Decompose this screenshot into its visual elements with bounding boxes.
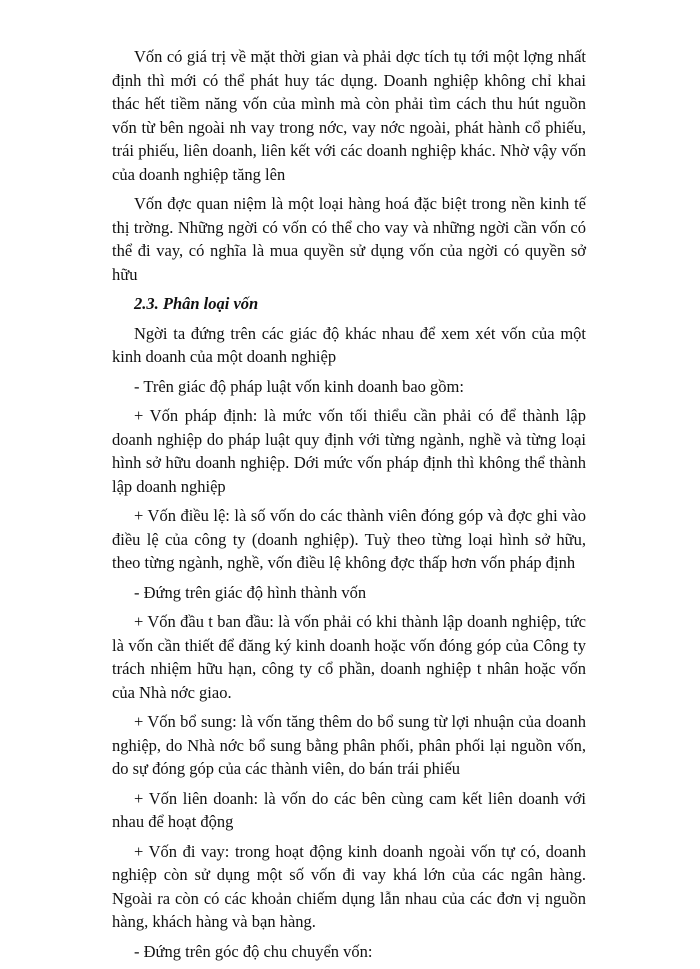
document-body	[112, 45, 586, 969]
paragraph-circulation-perspective: - Đứng trên góc độ chu chuyển vốn:	[134, 941, 373, 961]
section-heading-capital-classification: 2.3. Phân loại vốn	[134, 294, 259, 313]
paragraph-joint-venture-capital: + Vốn liên doanh: là vốn do các bên cùng cam kết liên doanh với nhau để hoạt động	[112, 788, 586, 831]
paragraph-supplementary-capital: + Vốn bổ sung: là vốn tăng thêm do bổ sung từ lợi nhuận của doanh nghiệp, do Nhà nớc bổ sung bằng phân phối, phân phối lại nguồn vốn, do sự đóng góp của các thành viên, do bán trái phiếu	[112, 712, 586, 778]
paragraph-charter-capital: + Vốn điều lệ: là số vốn do các thành viên đóng góp và đợc ghi vào điều lệ của công ty (doanh nghiệp). Tuỳ theo từng loại hình sở hữu, theo từng ngành, nghề, vốn điều lệ không đợc thấp hơn vốn pháp định	[112, 506, 586, 572]
paragraph-initial-investment-capital: + Vốn đầu t ban đầu: là vốn phải có khi thành lập doanh nghiệp, tức là vốn cần thiết để đăng ký kinh doanh hoặc vốn đóng góp của Công ty trách nhiệm hữu hạn, công ty cổ phần, doanh nghiệp t nhân hoặc vốn của Nhà nớc giao.	[112, 612, 586, 702]
paragraph-legal-capital: + Vốn pháp định: là mức vốn tối thiểu cần phải có để thành lập doanh nghiệp do pháp luật quy định với từng ngành, nghề và từng loại hình sở hữu doanh nghiệp. Dới mức vốn pháp định thì không thể thành lập doanh nghiệp	[112, 406, 586, 496]
paragraph-borrowed-capital: + Vốn đi vay: trong hoạt động kinh doanh ngoài vốn tự có, doanh nghiệp còn sử dụng một số vốn đi vay khá lớn của các ngân hàng. Ngoài ra còn có các khoản chiếm dụng lẫn nhau của các đơn vị nguồn hàng, khách hàng và bạn hàng.	[112, 841, 586, 931]
paragraph-capital-as-commodity: Vốn đợc quan niệm là một loại hàng hoá đặc biệt trong nền kinh tế thị trờng. Những ngời có vốn có thể cho vay và những ngời cần vốn có thể đi vay, có nghĩa là mua quyền sử dụng vốn của ngời có quyền sở hữu	[112, 194, 586, 284]
paragraph-legal-perspective: - Trên giác độ pháp luật vốn kinh doanh bao gồm:	[134, 376, 464, 396]
paragraph-capital-time-value: Vốn có giá trị về mặt thời gian và phải dợc tích tụ tới một lợng nhất định thì mới có thể phát huy tác dụng. Doanh nghiệp không chỉ khai thác hết tiềm năng vốn của mình mà còn phải tìm cách thu hút nguồn vốn từ bên ngoài nh vay trong nớc, vay nớc ngoài, phát hành cổ phiếu, trái phiếu, liên doanh, liên kết với các doanh nghiệp khác. Nhờ vậy vốn của doanh nghiệp tăng lên	[112, 47, 586, 184]
paragraph-formation-perspective: - Đứng trên giác độ hình thành vốn	[134, 582, 367, 602]
paragraph-perspectives-intro: Ngời ta đứng trên các giác độ khác nhau để xem xét vốn của một kinh doanh của một doanh nghiệp	[112, 323, 586, 366]
